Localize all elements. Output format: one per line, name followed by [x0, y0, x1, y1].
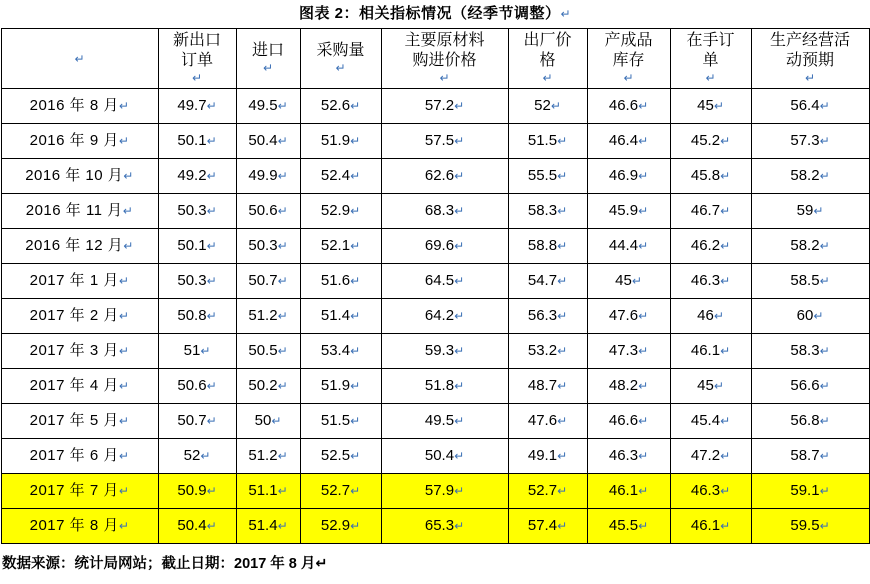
pilcrow-mark: ↵	[350, 379, 361, 394]
header-cell-label: 主要原材料	[404, 32, 485, 49]
pilcrow-mark: ↵	[638, 344, 649, 359]
header-cell-label: 库存 ↵	[590, 51, 668, 86]
cell-ex_factory_price: 51.5↵	[508, 124, 587, 159]
cell-new_export_orders: 50.3↵	[158, 194, 236, 229]
pilcrow-mark: ↵	[271, 414, 282, 429]
header-cell-ex_factory_price	[508, 29, 587, 89]
pilcrow-mark: ↵	[206, 484, 217, 499]
cell-orders_in_hand: 46.3↵	[670, 264, 751, 299]
pilcrow-mark: ↵	[277, 379, 288, 394]
row-label-period: 2017 年 6 月↵	[1, 439, 158, 474]
pilcrow-mark: ↵	[813, 309, 824, 324]
cell-orders_in_hand: 46.1↵	[670, 509, 751, 544]
cell-finished_goods_inventory: 47.6↵	[587, 299, 670, 334]
cell-main_raw_material_purchase_price: 50.4↵	[381, 439, 508, 474]
table-row	[1, 194, 869, 229]
row-label-period: 2016 年 12 月↵	[1, 229, 158, 264]
row-label-period: 2016 年 8 月↵	[1, 89, 158, 124]
cell-ex_factory_price: 58.8↵	[508, 229, 587, 264]
cell-main_raw_material_purchase_price: 64.5↵	[381, 264, 508, 299]
cell-main_raw_material_purchase_price: 57.5↵	[381, 124, 508, 159]
cell-imports: 51.2↵	[236, 299, 300, 334]
pilcrow-mark: ↵	[557, 484, 568, 499]
table-row	[1, 369, 869, 404]
pilcrow-mark: ↵	[454, 484, 465, 499]
cell-main_raw_material_purchase_price: 64.2↵	[381, 299, 508, 334]
cell-new_export_orders: 52↵	[158, 439, 236, 474]
pilcrow-mark: ↵	[720, 169, 731, 184]
pilcrow-mark: ↵	[277, 309, 288, 324]
pilcrow-mark: ↵	[277, 484, 288, 499]
cell-production_operation_expectation: 59.5↵	[751, 509, 869, 544]
pilcrow-mark: ↵	[335, 61, 346, 75]
pilcrow-mark: ↵	[720, 344, 731, 359]
cell-imports: 51.2↵	[236, 439, 300, 474]
table-row	[1, 404, 869, 439]
row-label-period: 2017 年 5 月↵	[1, 404, 158, 439]
header-cell-new_export_orders	[158, 29, 236, 89]
pilcrow-mark: ↵	[277, 204, 288, 219]
pilcrow-mark: ↵	[439, 71, 450, 85]
header-cell-label: 新出口	[172, 32, 221, 49]
pilcrow-mark: ↵	[819, 169, 830, 184]
cell-orders_in_hand: 46.2↵	[670, 229, 751, 264]
cell-finished_goods_inventory: 46.3↵	[587, 439, 670, 474]
cell-purchase_volume: 53.4↵	[300, 334, 381, 369]
pilcrow-mark: ↵	[557, 239, 568, 254]
pilcrow-mark: ↵	[557, 379, 568, 394]
pilcrow-mark: ↵	[122, 204, 134, 219]
cell-purchase_volume: 51.9↵	[300, 124, 381, 159]
pilcrow-mark: ↵	[819, 484, 830, 499]
pilcrow-mark: ↵	[819, 239, 830, 254]
cell-ex_factory_price: 55.5↵	[508, 159, 587, 194]
pilcrow-mark: ↵	[206, 309, 217, 324]
table-row	[1, 229, 869, 264]
pilcrow-mark: ↵	[557, 344, 568, 359]
header-cell-production_operation_expectation	[751, 29, 869, 89]
pilcrow-mark: ↵	[277, 239, 288, 254]
cell-purchase_volume: 52.4↵	[300, 159, 381, 194]
cell-production_operation_expectation: 60↵	[751, 299, 869, 334]
pilcrow-mark: ↵	[206, 239, 217, 254]
pilcrow-mark: ↵	[804, 71, 816, 85]
cell-purchase_volume: 51.9↵	[300, 369, 381, 404]
cell-orders_in_hand: 46↵	[670, 299, 751, 334]
pilcrow-mark: ↵	[720, 484, 731, 499]
cell-production_operation_expectation: 59.1↵	[751, 474, 869, 509]
cell-orders_in_hand: 45↵	[670, 89, 751, 124]
pilcrow-mark: ↵	[638, 99, 649, 114]
cell-finished_goods_inventory: 44.4↵	[587, 229, 670, 264]
header-cell-label: 采购量 ↵	[303, 41, 379, 76]
pilcrow-mark: ↵	[123, 169, 134, 184]
pilcrow-mark: ↵	[118, 414, 130, 429]
cell-ex_factory_price: 52.7↵	[508, 474, 587, 509]
pilcrow-mark: ↵	[720, 204, 731, 219]
cell-finished_goods_inventory: 48.2↵	[587, 369, 670, 404]
pilcrow-mark: ↵	[74, 51, 85, 66]
pilcrow-mark: ↵	[206, 99, 217, 114]
pilcrow-mark: ↵	[638, 309, 649, 324]
cell-finished_goods_inventory: 46.9↵	[587, 159, 670, 194]
pilcrow-mark: ↵	[350, 169, 361, 184]
cell-finished_goods_inventory: 46.6↵	[587, 89, 670, 124]
cell-main_raw_material_purchase_price: 68.3↵	[381, 194, 508, 229]
cell-finished_goods_inventory: 45↵	[587, 264, 670, 299]
cell-orders_in_hand: 46.7↵	[670, 194, 751, 229]
cell-purchase_volume: 51.4↵	[300, 299, 381, 334]
table-row	[1, 474, 869, 509]
pilcrow-mark: ↵	[118, 379, 130, 394]
row-label-period: 2017 年 3 月↵	[1, 334, 158, 369]
table-row	[1, 264, 869, 299]
cell-new_export_orders: 49.7↵	[158, 89, 236, 124]
cell-purchase_volume: 52.1↵	[300, 229, 381, 264]
pilcrow-mark: ↵	[713, 379, 724, 394]
pilcrow-mark: ↵	[638, 239, 649, 254]
pilcrow-mark: ↵	[454, 414, 465, 429]
pilcrow-mark: ↵	[720, 134, 731, 149]
cell-ex_factory_price: 53.2↵	[508, 334, 587, 369]
pilcrow-mark: ↵	[557, 449, 568, 464]
table-header	[1, 29, 869, 89]
pilcrow-mark: ↵	[713, 309, 724, 324]
pilcrow-mark: ↵	[206, 274, 217, 289]
pilcrow-mark: ↵	[819, 134, 830, 149]
pilcrow-mark: ↵	[454, 274, 465, 289]
cell-imports: 49.9↵	[236, 159, 300, 194]
pilcrow-mark: ↵	[350, 519, 361, 534]
pilcrow-mark: ↵	[638, 204, 649, 219]
cell-finished_goods_inventory: 45.5↵	[587, 509, 670, 544]
pilcrow-mark: ↵	[557, 134, 568, 149]
cell-ex_factory_price: 58.3↵	[508, 194, 587, 229]
header-cell-label: 产成品	[604, 32, 653, 49]
row-label-period: 2016 年 11 月↵	[1, 194, 158, 229]
cell-orders_in_hand: 45.8↵	[670, 159, 751, 194]
pilcrow-mark: ↵	[277, 134, 288, 149]
pilcrow-mark: ↵	[454, 379, 465, 394]
pilcrow-mark: ↵	[118, 309, 130, 324]
cell-orders_in_hand: 45.4↵	[670, 404, 751, 439]
cell-main_raw_material_purchase_price: 59.3↵	[381, 334, 508, 369]
cell-orders_in_hand: 45↵	[670, 369, 751, 404]
pilcrow-mark: ↵	[623, 71, 634, 85]
cell-new_export_orders: 49.2↵	[158, 159, 236, 194]
header-cell-label: 购进价格 ↵	[384, 51, 506, 86]
header-cell-label: 生产经营活	[769, 32, 850, 49]
header-cell-label: 在手订	[686, 32, 735, 49]
cell-production_operation_expectation: 58.2↵	[751, 159, 869, 194]
pilcrow-mark: ↵	[118, 134, 130, 149]
cell-imports: 50.5↵	[236, 334, 300, 369]
pilcrow-mark: ↵	[557, 169, 568, 184]
pilcrow-mark: ↵	[350, 344, 361, 359]
pilcrow-mark: ↵	[638, 134, 649, 149]
pilcrow-mark: ↵	[720, 414, 731, 429]
cell-orders_in_hand: 45.2↵	[670, 124, 751, 159]
cell-imports: 50.6↵	[236, 194, 300, 229]
pilcrow-mark: ↵	[277, 99, 288, 114]
cell-new_export_orders: 50.1↵	[158, 124, 236, 159]
cell-imports: 51.1↵	[236, 474, 300, 509]
cell-main_raw_material_purchase_price: 62.6↵	[381, 159, 508, 194]
table-row	[1, 299, 869, 334]
header-cell-label: 订单 ↵	[161, 51, 234, 86]
pilcrow-mark: ↵	[118, 274, 130, 289]
cell-main_raw_material_purchase_price: 49.5↵	[381, 404, 508, 439]
header-cell-orders_in_hand	[670, 29, 751, 89]
pilcrow-mark: ↵	[819, 99, 830, 114]
cell-finished_goods_inventory: 45.9↵	[587, 194, 670, 229]
cell-new_export_orders: 50.8↵	[158, 299, 236, 334]
pilcrow-mark: ↵	[819, 449, 830, 464]
table-row	[1, 89, 869, 124]
pilcrow-mark: ↵	[557, 274, 568, 289]
cell-orders_in_hand: 47.2↵	[670, 439, 751, 474]
cell-purchase_volume: 52.9↵	[300, 509, 381, 544]
cell-orders_in_hand: 46.3↵	[670, 474, 751, 509]
pilcrow-mark: ↵	[819, 274, 830, 289]
table-body	[1, 89, 869, 544]
pilcrow-mark: ↵	[713, 99, 724, 114]
cell-finished_goods_inventory: 46.4↵	[587, 124, 670, 159]
pilcrow-mark: ↵	[638, 449, 649, 464]
cell-production_operation_expectation: 58.7↵	[751, 439, 869, 474]
cell-main_raw_material_purchase_price: 57.9↵	[381, 474, 508, 509]
cell-purchase_volume: 51.6↵	[300, 264, 381, 299]
cell-new_export_orders: 50.6↵	[158, 369, 236, 404]
pilcrow-mark: ↵	[720, 274, 731, 289]
pilcrow-mark: ↵	[200, 344, 211, 359]
pilcrow-mark: ↵	[350, 449, 361, 464]
cell-new_export_orders: 50.7↵	[158, 404, 236, 439]
pilcrow-mark: ↵	[720, 519, 731, 534]
pilcrow-mark: ↵	[542, 71, 553, 85]
pilcrow-mark: ↵	[206, 414, 217, 429]
pilcrow-mark: ↵	[206, 134, 217, 149]
cell-imports: 50.7↵	[236, 264, 300, 299]
pilcrow-mark: ↵	[454, 204, 465, 219]
cell-finished_goods_inventory: 47.3↵	[587, 334, 670, 369]
cell-ex_factory_price: 52↵	[508, 89, 587, 124]
table-row	[1, 439, 869, 474]
pilcrow-mark: ↵	[350, 274, 361, 289]
indicators-table	[1, 28, 870, 544]
pilcrow-mark: ↵	[638, 484, 649, 499]
figure-title-text: 图表 2：相关指标情况（经季节调整）	[298, 5, 561, 22]
pilcrow-mark: ↵	[118, 484, 130, 499]
cell-purchase_volume: 52.7↵	[300, 474, 381, 509]
pilcrow-mark: ↵	[206, 379, 217, 394]
cell-production_operation_expectation: 58.3↵	[751, 334, 869, 369]
cell-purchase_volume: 52.9↵	[300, 194, 381, 229]
pilcrow-mark: ↵	[638, 169, 649, 184]
pilcrow-mark: ↵	[638, 414, 649, 429]
cell-purchase_volume: 52.5↵	[300, 439, 381, 474]
cell-ex_factory_price: 57.4↵	[508, 509, 587, 544]
cell-purchase_volume: 52.6↵	[300, 89, 381, 124]
cell-production_operation_expectation: 56.4↵	[751, 89, 869, 124]
cell-ex_factory_price: 49.1↵	[508, 439, 587, 474]
pilcrow-mark: ↵	[118, 519, 130, 534]
pilcrow-mark: ↵	[819, 414, 830, 429]
row-label-period: 2017 年 7 月↵	[1, 474, 158, 509]
cell-orders_in_hand: 46.1↵	[670, 334, 751, 369]
pilcrow-mark: ↵	[813, 204, 824, 219]
source-note: 数据来源：统计局网站；截止日期：2017 年 8 月↵	[2, 556, 328, 572]
cell-new_export_orders: 50.4↵	[158, 509, 236, 544]
pilcrow-mark: ↵	[206, 519, 217, 534]
pilcrow-mark: ↵	[350, 484, 361, 499]
cell-ex_factory_price: 54.7↵	[508, 264, 587, 299]
pilcrow-mark: ↵	[118, 344, 130, 359]
cell-ex_factory_price: 47.6↵	[508, 404, 587, 439]
header-cell-label: 格 ↵	[511, 51, 585, 86]
header-cell-imports	[236, 29, 300, 89]
pilcrow-mark: ↵	[720, 239, 731, 254]
pilcrow-mark: ↵	[200, 449, 211, 464]
pilcrow-mark: ↵	[277, 274, 288, 289]
row-label-period: 2017 年 4 月↵	[1, 369, 158, 404]
cell-new_export_orders: 51↵	[158, 334, 236, 369]
cell-imports: 51.4↵	[236, 509, 300, 544]
cell-imports: 50.3↵	[236, 229, 300, 264]
cell-production_operation_expectation: 56.6↵	[751, 369, 869, 404]
pilcrow-mark: ↵	[705, 71, 716, 85]
pilcrow-mark: ↵	[262, 61, 274, 75]
header-row	[1, 29, 869, 89]
table-row	[1, 334, 869, 369]
header-cell-purchase_volume	[300, 29, 381, 89]
pilcrow-mark: ↵	[206, 204, 217, 219]
pilcrow-mark: ↵	[819, 519, 830, 534]
pilcrow-mark: ↵	[118, 99, 130, 114]
row-label-period: 2016 年 9 月↵	[1, 124, 158, 159]
pilcrow-mark: ↵	[454, 519, 465, 534]
pilcrow-mark: ↵	[118, 449, 130, 464]
pilcrow-mark: ↵	[123, 239, 134, 254]
cell-imports: 50↵	[236, 404, 300, 439]
row-label-period: 2017 年 8 月↵	[1, 509, 158, 544]
pilcrow-mark: ↵	[560, 7, 572, 21]
pilcrow-mark: ↵	[638, 379, 649, 394]
pilcrow-mark: ↵	[631, 274, 642, 289]
cell-production_operation_expectation: 58.2↵	[751, 229, 869, 264]
pilcrow-mark: ↵	[350, 309, 361, 324]
header-cell-main_raw_material_purchase_price	[381, 29, 508, 89]
cell-main_raw_material_purchase_price: 51.8↵	[381, 369, 508, 404]
pilcrow-mark: ↵	[454, 134, 465, 149]
pilcrow-mark: ↵	[557, 309, 568, 324]
header-cell-label: 动预期 ↵	[754, 51, 867, 86]
cell-imports: 50.4↵	[236, 124, 300, 159]
pilcrow-mark: ↵	[454, 344, 465, 359]
pilcrow-mark: ↵	[191, 71, 203, 85]
pilcrow-mark: ↵	[350, 239, 361, 254]
cell-finished_goods_inventory: 46.1↵	[587, 474, 670, 509]
row-label-period: 2017 年 1 月↵	[1, 264, 158, 299]
header-cell-label: 出厂价	[523, 32, 572, 49]
cell-ex_factory_price: 56.3↵	[508, 299, 587, 334]
pilcrow-mark: ↵	[454, 239, 465, 254]
header-cell-label: 进口 ↵	[239, 41, 298, 76]
table-row	[1, 159, 869, 194]
pilcrow-mark: ↵	[557, 204, 568, 219]
pilcrow-mark: ↵	[454, 99, 465, 114]
pilcrow-mark: ↵	[350, 414, 361, 429]
pilcrow-mark: ↵	[277, 449, 288, 464]
cell-production_operation_expectation: 57.3↵	[751, 124, 869, 159]
pilcrow-mark: ↵	[350, 99, 361, 114]
pilcrow-mark: ↵	[454, 309, 465, 324]
cell-main_raw_material_purchase_price: 69.6↵	[381, 229, 508, 264]
cell-production_operation_expectation: 58.5↵	[751, 264, 869, 299]
cell-new_export_orders: 50.3↵	[158, 264, 236, 299]
cell-imports: 49.5↵	[236, 89, 300, 124]
pilcrow-mark: ↵	[819, 344, 830, 359]
header-cell-label: 单 ↵	[673, 51, 749, 86]
header-cell-finished_goods_inventory	[587, 29, 670, 89]
figure-title	[0, 0, 870, 28]
pilcrow-mark: ↵	[550, 99, 561, 114]
pilcrow-mark: ↵	[638, 519, 649, 534]
cell-ex_factory_price: 48.7↵	[508, 369, 587, 404]
pilcrow-mark: ↵	[277, 344, 288, 359]
cell-imports: 50.2↵	[236, 369, 300, 404]
pilcrow-mark: ↵	[720, 449, 731, 464]
pilcrow-mark: ↵	[454, 169, 465, 184]
pilcrow-mark: ↵	[277, 169, 288, 184]
row-label-period: 2017 年 2 月↵	[1, 299, 158, 334]
row-label-period: 2016 年 10 月↵	[1, 159, 158, 194]
header-cell-period	[1, 29, 158, 89]
cell-new_export_orders: 50.9↵	[158, 474, 236, 509]
pilcrow-mark: ↵	[557, 519, 568, 534]
cell-new_export_orders: 50.1↵	[158, 229, 236, 264]
cell-production_operation_expectation: 56.8↵	[751, 404, 869, 439]
cell-main_raw_material_purchase_price: 65.3↵	[381, 509, 508, 544]
cell-purchase_volume: 51.5↵	[300, 404, 381, 439]
pilcrow-mark: ↵	[206, 169, 217, 184]
pilcrow-mark: ↵	[350, 134, 361, 149]
table-row	[1, 124, 869, 159]
pilcrow-mark: ↵	[557, 414, 568, 429]
pilcrow-mark: ↵	[350, 204, 361, 219]
pilcrow-mark: ↵	[819, 379, 830, 394]
pilcrow-mark: ↵	[454, 449, 465, 464]
cell-finished_goods_inventory: 46.6↵	[587, 404, 670, 439]
cell-main_raw_material_purchase_price: 57.2↵	[381, 89, 508, 124]
cell-production_operation_expectation: 59↵	[751, 194, 869, 229]
table-row	[1, 509, 869, 544]
pilcrow-mark: ↵	[277, 519, 288, 534]
